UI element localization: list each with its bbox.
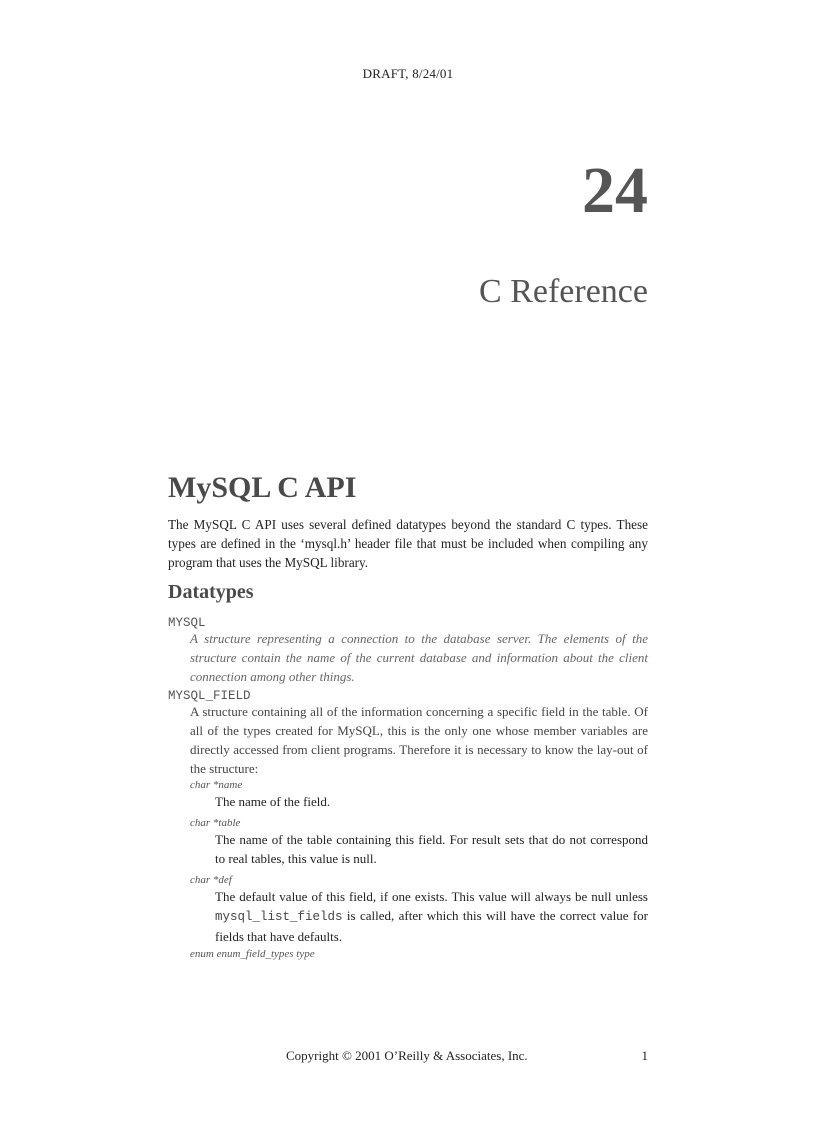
datatype-term: MYSQL <box>168 616 206 630</box>
member-description-text: The default value of this field, if one exists. This value will always be null unless <box>215 889 648 904</box>
datatype-term: MYSQL_FIELD <box>168 689 251 703</box>
section-title: MySQL C API <box>168 471 357 504</box>
datatype-description: A structure representing a connection to the database server. The elements of the structure contain the name of the current database and information about the client connection among other things. <box>190 631 648 684</box>
member-description <box>215 887 648 946</box>
page-number: 1 <box>641 1048 648 1063</box>
chapter-number: 24 <box>582 154 648 227</box>
member-description-text: is called, after which this will have the correct value for fields that have defaults. <box>215 908 648 944</box>
member-declaration: enum enum_field_types type <box>190 948 315 960</box>
member-declaration: char *def <box>190 874 232 886</box>
datatype-description: A structure containing all of the information concerning a specific field in the table. Of all of the types created for MySQL, this is the only one whose member variables are directly accessed from client programs. Therefore it is necessary to know the lay-out of the structure: <box>190 704 648 776</box>
subsection-title: Datatypes <box>168 581 254 603</box>
function-name: mysql_list_fields <box>215 910 343 924</box>
copyright-text: Copyright © 2001 O’Reilly & Associates, Inc. <box>286 1048 528 1063</box>
member-declaration: char *table <box>190 817 241 829</box>
member-description: The name of the field. <box>215 794 331 809</box>
section-intro: The MySQL C API uses several defined datatypes beyond the standard C types. These types are defined in the ‘mysql.h’ header file that must be included when compiling any program that uses the MySQL library. <box>168 517 648 570</box>
member-description: The name of the table containing this field. For result sets that do not correspond to real tables, this value is null. <box>215 832 648 866</box>
draft-header: DRAFT, 8/24/01 <box>362 66 454 81</box>
member-declaration: char *name <box>190 779 243 791</box>
chapter-title: C Reference <box>479 273 648 310</box>
